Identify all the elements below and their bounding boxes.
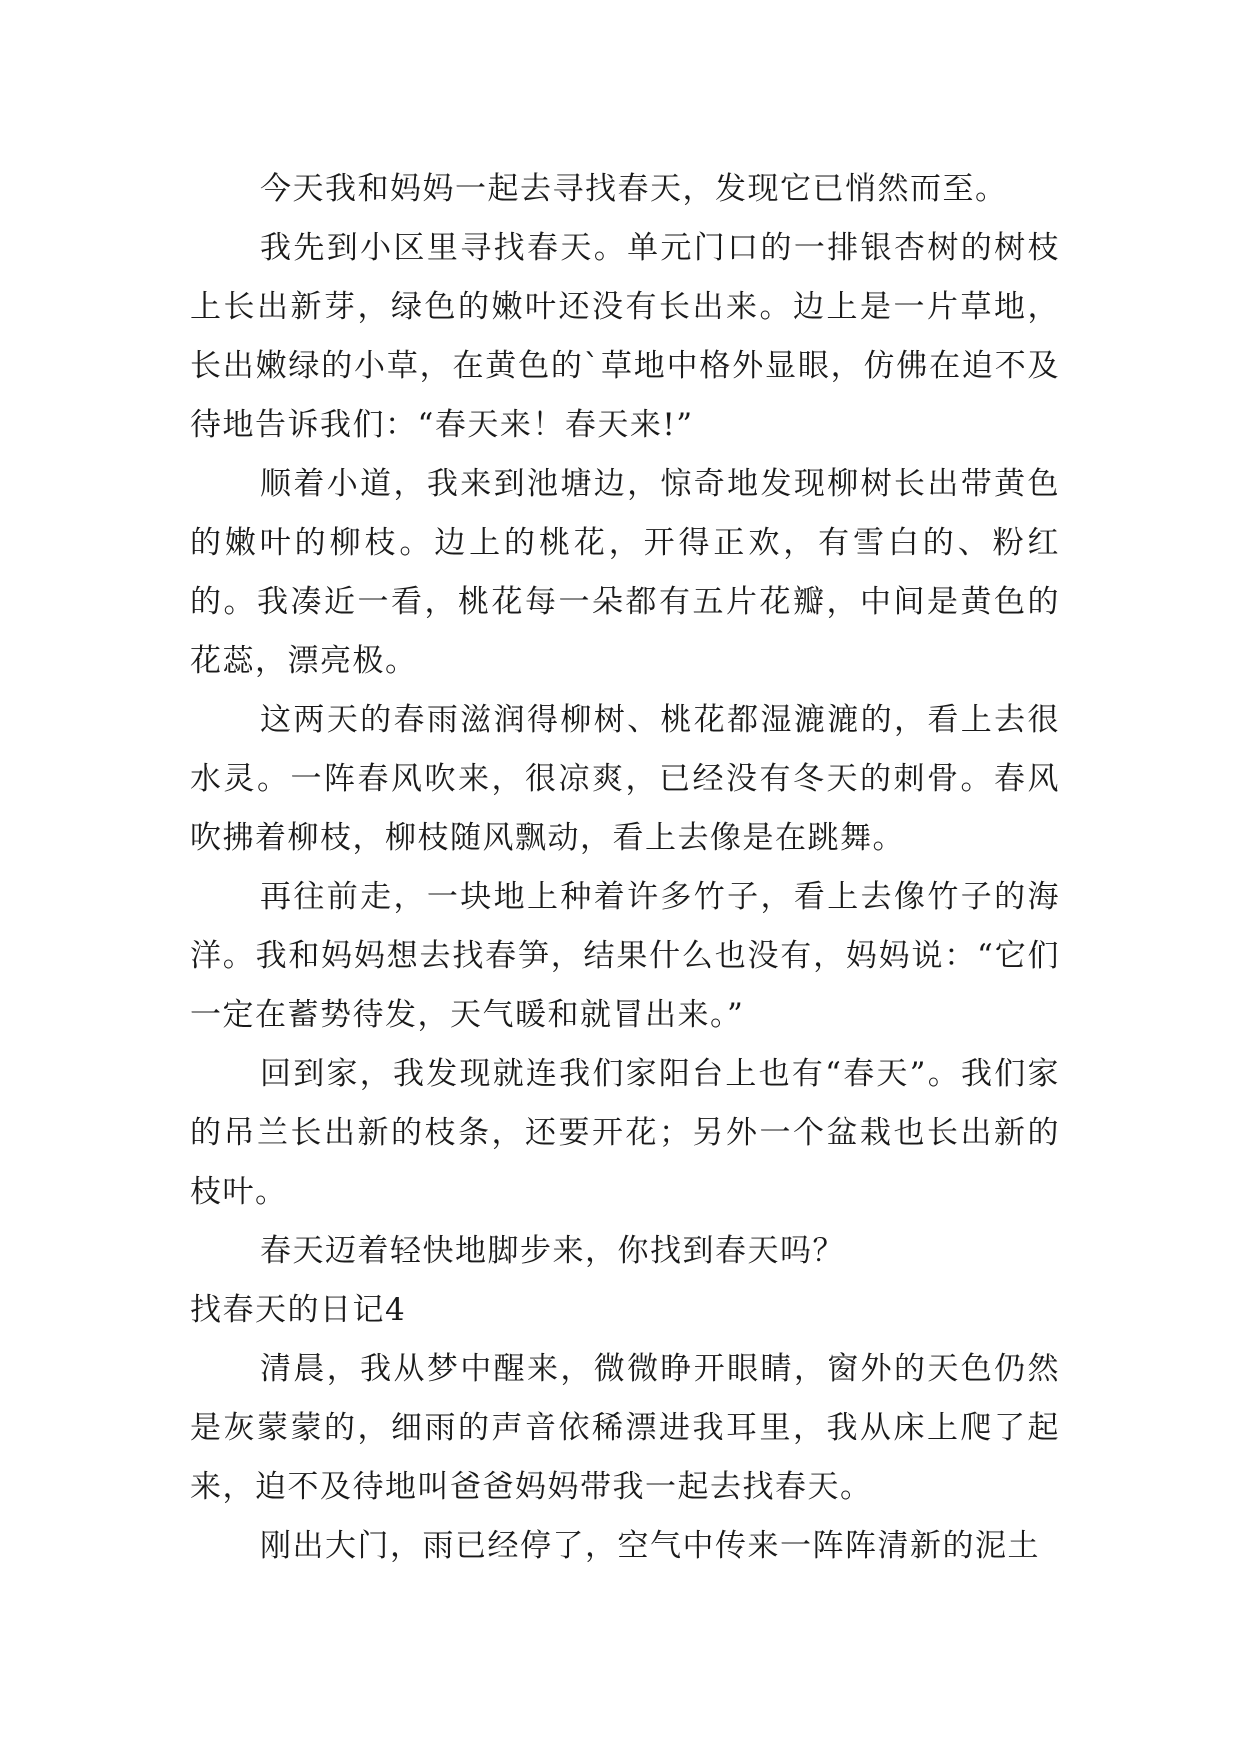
paragraph-9: 刚出大门，雨已经停了，空气中传来一阵阵清新的泥土 <box>260 1528 1040 1564</box>
paragraph-1: 今天我和妈妈一起去寻找春天，发现它已悄然而至。 <box>260 171 1008 207</box>
paragraph-2: 我先到小区里寻找春天。单元门口的一排银杏树的树枝上长出新芽，绿色的嫩叶还没有长出来。边上是一片草地，长出嫩绿的小草，在黄色的`草地中格外显眼，仿佛在迫不及待地告诉我们：“春天来！春天来!” <box>190 230 1060 443</box>
section-title: 找春天的日记4 <box>190 1292 407 1328</box>
paragraph-6: 回到家，我发现就连我们家阳台上也有“春天”。我们家的吊兰长出新的枝条，还要开花；另外一个盆栽也长出新的枝叶。 <box>190 1056 1060 1210</box>
paragraph-8: 清晨，我从梦中醒来，微微睁开眼睛，窗外的天色仍然是灰蒙蒙的，细雨的声音依稀漂进我耳里，我从床上爬了起来，迫不及待地叫爸爸妈妈带我一起去找春天。 <box>190 1351 1060 1505</box>
paragraph-7: 春天迈着轻快地脚步来，你找到春天吗？ <box>260 1233 845 1269</box>
paragraph-3: 顺着小道，我来到池塘边，惊奇地发现柳树长出带黄色的嫩叶的柳枝。边上的桃花，开得正欢，有雪白的、粉红的。我凑近一看，桃花每一朵都有五片花瓣，中间是黄色的花蕊，漂亮极。 <box>190 466 1060 679</box>
document-body <box>190 160 1060 1576</box>
paragraph-5: 再往前走，一块地上种着许多竹子，看上去像竹子的海洋。我和妈妈想去找春笋，结果什么也没有，妈妈说：“它们一定在蓄势待发，天气暖和就冒出来。” <box>190 879 1060 1033</box>
paragraph-4: 这两天的春雨滋润得柳树、桃花都湿漉漉的，看上去很水灵。一阵春风吹来，很凉爽，已经没有冬天的刺骨。春风吹拂着柳枝，柳枝随风飘动，看上去像是在跳舞。 <box>190 702 1060 856</box>
